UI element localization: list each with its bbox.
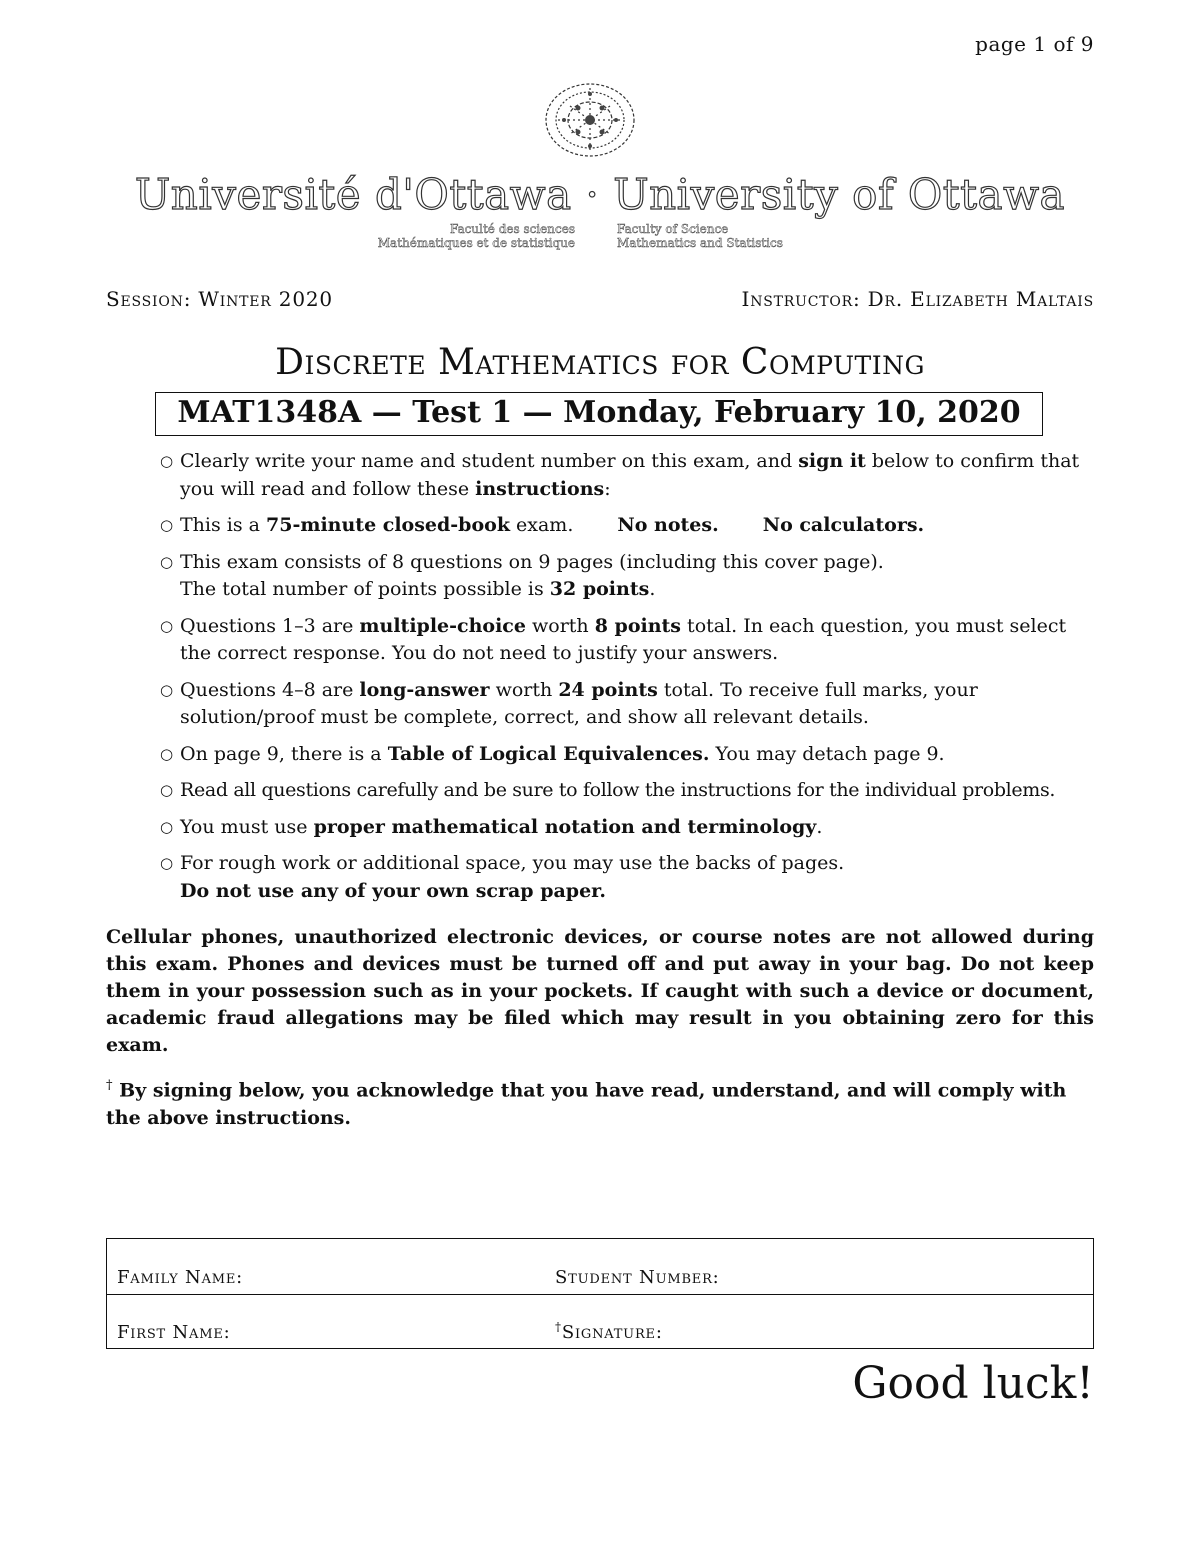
session-instructor-row [106,287,1094,313]
test-title-box: MAT1348A — Test 1 — Monday, February 10, 2020 [155,392,1043,436]
bullet-icon: ○ [160,552,174,571]
bullet-icon: ○ [160,516,174,534]
instruction-emphasis: multiple-choice [359,614,526,637]
instruction-text: exam. [509,514,574,536]
university-crest-icon [540,78,640,162]
instruction-emphasis: sign it [798,450,866,472]
bullet-icon: ○ [160,781,174,799]
bullet-icon: ○ [160,817,174,836]
acknowledgement [106,1072,1094,1132]
instruction-emphasis: Table of Logical Equivalences. [387,742,710,765]
instruction-emphasis: long-answer [359,678,490,701]
instruction-emphasis: 24 points [558,678,658,701]
instruction-text: : [604,477,611,500]
instruction-emphasis: No notes. [617,514,719,536]
instruction-text: This is a [180,514,267,536]
list-item [160,850,1096,905]
bullet-icon: ○ [160,854,174,872]
signature-field[interactable] [555,1320,663,1343]
instruction-text: . [816,815,823,838]
instruction-text: For rough work or additional space, you may use the backs of pages. [180,852,845,874]
instruction-emphasis: No calculators. [762,514,925,536]
acknowledgement-text: By signing below, you acknowledge that you have read, understand, and will comply with the above instructions. [106,1079,1067,1130]
list-item [160,777,1096,805]
first-name-field[interactable]: First Name: [117,1322,231,1343]
instruction-emphasis: proper mathematical notation and terminology [313,815,817,838]
instruction-emphasis: 75-minute closed-book [266,514,510,536]
instruction-text: The total number of points possible is [180,578,550,600]
faculty-fr-line-1: Faculté des sciences [450,222,575,236]
dagger-mark: † [106,1078,113,1093]
list-item [160,677,1096,732]
faculty-en-line-2: Mathematics and Statistics [617,236,783,250]
faculty-name-fr [345,222,575,250]
closing-message: Good luck! [852,1358,1094,1409]
list-item [160,549,1096,604]
instructions-list [160,448,1096,914]
signature-label: Signature: [561,1322,663,1343]
instruction-emphasis: Do not use any of your own scrap paper. [180,879,607,902]
university-name: Université d'Ottawa · University of Ottawa [134,170,1066,219]
page-indicator: page 1 of 9 [975,32,1094,56]
device-warning: Cellular phones, unauthorized electronic devices, or course notes are not allowed during this exam. Phones and devices must be turned off and put away in your bag. Do not keep them in your possession such as in your pockets. If caught with such a device or document, academic fraud allegations may be filed which may result in you obtaining zero for this exam. [106,926,1094,1056]
student-number-field[interactable]: Student Number: [555,1267,720,1288]
faculty-fr-line-2: Mathématiques et de statistique [377,236,575,250]
bullet-icon: ○ [160,744,174,763]
instruction-text: Read all questions carefully and be sure to follow the instructions for the individual problems. [180,779,1056,801]
table-row [107,1294,1093,1349]
list-item [160,613,1096,668]
instruction-text: below to confirm that you will read and follow these [180,450,1080,500]
instruction-emphasis: 8 points [594,614,682,637]
instruction-emphasis: 32 points [549,578,650,600]
family-name-field[interactable]: Family Name: [117,1267,244,1288]
instructor-label: Instructor: Dr. Elizabeth Maltais [741,287,1094,311]
bullet-icon: ○ [160,680,174,699]
bullet-icon: ○ [160,616,174,635]
course-title: Discrete Mathematics for Computing [275,342,925,383]
list-item [160,512,1096,540]
instruction-text: Clearly write your name and student number on this exam, and [180,450,799,472]
bullet-icon: ○ [160,452,174,470]
dagger-mark: † [555,1320,562,1334]
instruction-text: worth [489,678,559,701]
list-item [160,814,1096,842]
instruction-text: You must use [180,815,314,838]
instruction-emphasis: instructions [475,477,605,500]
instruction-text: worth [525,614,595,637]
instruction-text: total. To receive full marks, your solution/proof must be complete, correct, and show all relevant details. [180,678,978,728]
list-item [160,741,1096,769]
instruction-text: Questions 4–8 are [180,678,360,701]
instruction-text: Questions 1–3 are [180,614,360,637]
instruction-text: This exam consists of 8 questions on 9 pages (including this cover page). [180,550,884,573]
instruction-text: You may detach page 9. [709,742,945,765]
table-row [107,1239,1093,1295]
signature-table [106,1238,1094,1349]
instruction-text: total. In each question, you must select the correct response. You do not need to justify your answers. [180,614,1067,664]
list-item [160,448,1096,503]
faculty-en-line-1: Faculty of Science [617,222,729,236]
instruction-text: . [649,578,656,600]
instruction-text: On page 9, there is a [180,742,388,765]
faculty-name-en [617,222,847,250]
session-label: Session: Winter 2020 [106,287,333,311]
